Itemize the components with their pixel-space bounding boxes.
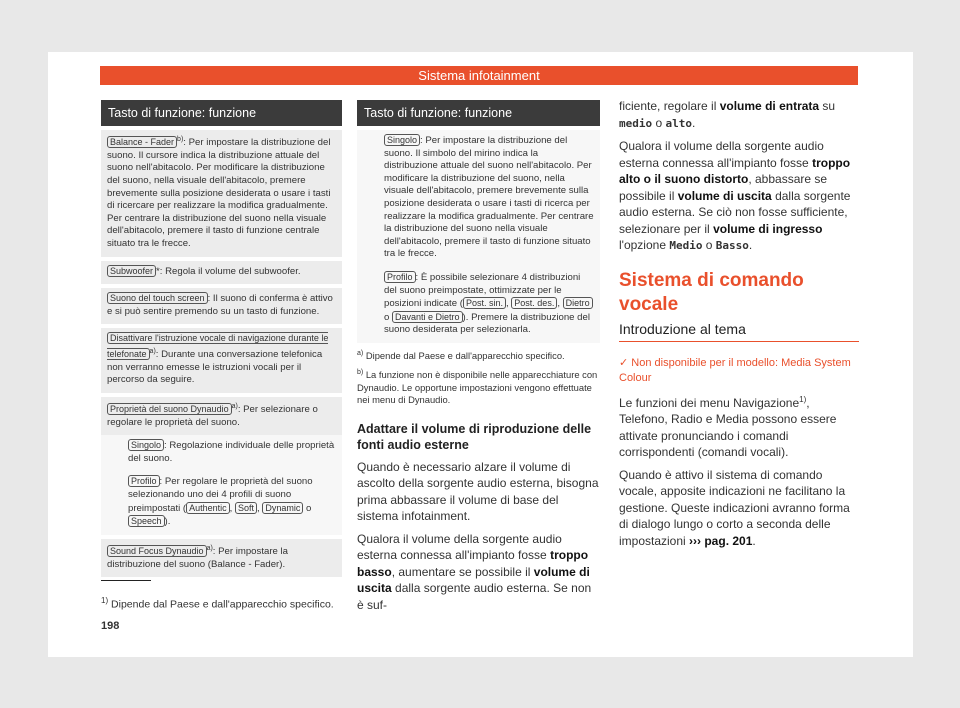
- function-key: Sound Focus Dynaudio: [107, 545, 207, 557]
- page-number: 198: [101, 620, 120, 632]
- table-row: Suono del touch screen : Il suono di conferma è attivo e si può sentire premendo su un tasto di funzione.: [101, 288, 342, 324]
- section-title: Sistema di comando vocale: [619, 269, 804, 315]
- footnote-a: $^{a)}$ Dipende dal Paese e dall'apparecchio specifico.: [357, 349, 565, 362]
- paragraph: Quando è necessario alzare il volume di ascolto della sorgente audio esterna, bisogna prima abbassare il volume di base del sistema infotainment.: [357, 459, 599, 524]
- function-key: Suono del touch screen: [107, 292, 208, 304]
- footnote-1: $^{1)}$ Dipende dal Paese e dall'apparecchio specifico.: [101, 596, 334, 611]
- function-key: Profilo: [128, 475, 160, 487]
- table-subrow: Singolo : Per impostare la distribuzione del suono. Il simbolo del mirino indica la distribuzione attuale del suono nell'abitacolo. Per modificare la distribuzione del suono, nella visuale dell'abitacolo, premere brevemente sulla posizione desiderata o usare i tasti di ricerca per realizzare la modifica gradualmente. Per centrare la distribuzione del suono nella visuale dell'abitacolo, premere il tasto di funzione situato tra le frecce.: [357, 130, 600, 267]
- paragraph: Le funzioni dei menu Navigazione$^{1)}$, Telefono, Radio e Media possono essere attivate pronunciando i comandi corrispondenti (comandi vocali).: [619, 394, 837, 459]
- table-row: Sound Focus Dynaudio $^{a)}$: Per impostare la distribuzione del suono (Balance - Fader).: [101, 539, 342, 577]
- paragraph: ficiente, regolare il volume di entrata su medio o alto.: [619, 99, 836, 130]
- column-left: [101, 100, 342, 577]
- table-subrow: Singolo : Regolazione individuale delle proprietà del suono.: [101, 435, 342, 471]
- table-row: Disattivare l'istruzione vocale di navigazione durante le telefonate $^{a)}$: Durante una conversazione telefonica non verranno emesse le istruzioni vocali per il percorso da seguire.: [101, 328, 342, 393]
- table-row: Proprietà del suono Dynaudio $^{a)}$: Per selezionare o regolare le proprietà del suono.: [101, 397, 342, 435]
- table-row: Balance - Fader $^{b)}$: Per impostare la distribuzione del suono. Il cursore indica la distribuzione attuale del suono nell'abitacolo. Per modificare la distribuzione del suono, nella visuale dell'abitacolo, premere brevemente sulla posizione desiderata o usare i tasti di ricercare per realizzare la modifica gradualmente. Per centrare la distribuzione del suono nella visuale dell'abitacolo, premere il tasto di funzione centrale situato tra le frecce.: [101, 130, 342, 257]
- table-row: Subwoofer *: Regola il volume del subwoofer.: [101, 261, 342, 285]
- function-key: Singolo: [384, 134, 420, 146]
- paragraph: Quando è attivo il sistema di comando vocale, apposite indicazioni ne facilitano la gestione. Queste indicazioni avranno forma di dialogo lungo o corto a seconda delle impostazioni ››› pag. 201.: [619, 467, 850, 548]
- function-key: Profilo: [384, 271, 416, 283]
- subsection-title: Introduzione al tema: [619, 321, 859, 342]
- function-key: Disattivare l'istruzione vocale di navigazione durante le telefonate: [107, 333, 329, 360]
- paragraph: Qualora il volume della sorgente audio esterna connessa all'impianto fosse troppo basso, aumentare se possibile il volume di uscita dalla sorgente audio esterna. Se non è suf-: [357, 531, 592, 612]
- function-key: Subwoofer: [107, 265, 156, 277]
- function-key: Balance - Fader: [107, 136, 177, 148]
- table-header: Tasto di funzione: funzione: [357, 100, 600, 126]
- table-subrow: Profilo : È possibile selezionare 4 distribuzioni del suono preimpostate, ottimizzate per le posizioni indicate ( Post. sin. , Post. des. , Dietro o Davanti e Dietro ). Premere la distribuzione del suono desiderata per selezionarla.: [357, 267, 600, 343]
- footnote-b: $^{b)}$ La funzione non è disponibile nelle apparecchiature con Dynaudio. Le opportune impostazioni vengono effettuate nei menu di Dynaudio.: [357, 369, 598, 406]
- column-right: [619, 98, 859, 549]
- table-subrow: Profilo : Per regolare le proprietà del suono selezionando uno dei 4 profili di suono preimpostati ( Authentic , Soft , Dynamic o Speech ).: [101, 471, 342, 534]
- footnote-divider: [101, 580, 151, 581]
- function-key: Proprietà del suono Dynaudio: [107, 403, 232, 415]
- column-middle: [357, 100, 600, 613]
- paragraph: Qualora il volume della sorgente audio esterna connessa all'impianto fosse troppo alto o il suono distorto, abbassare se possibile il volume di uscita dalla sorgente audio esterna. Se ciò non fosse sufficiente, selezionare per il volume di ingresso l'opzione Medio o Basso.: [619, 139, 851, 252]
- table-header: Tasto di funzione: funzione: [101, 100, 342, 126]
- chapter-header: Sistema infotainment: [100, 66, 858, 85]
- page-reference-link[interactable]: ››› pag. 201: [689, 533, 753, 548]
- availability-note: ✓ Non disponibile per il modello: Media System Colour: [619, 356, 851, 384]
- section-heading: Adattare il volume di riproduzione delle fonti audio esterne: [357, 421, 592, 452]
- function-key: Singolo: [128, 439, 164, 451]
